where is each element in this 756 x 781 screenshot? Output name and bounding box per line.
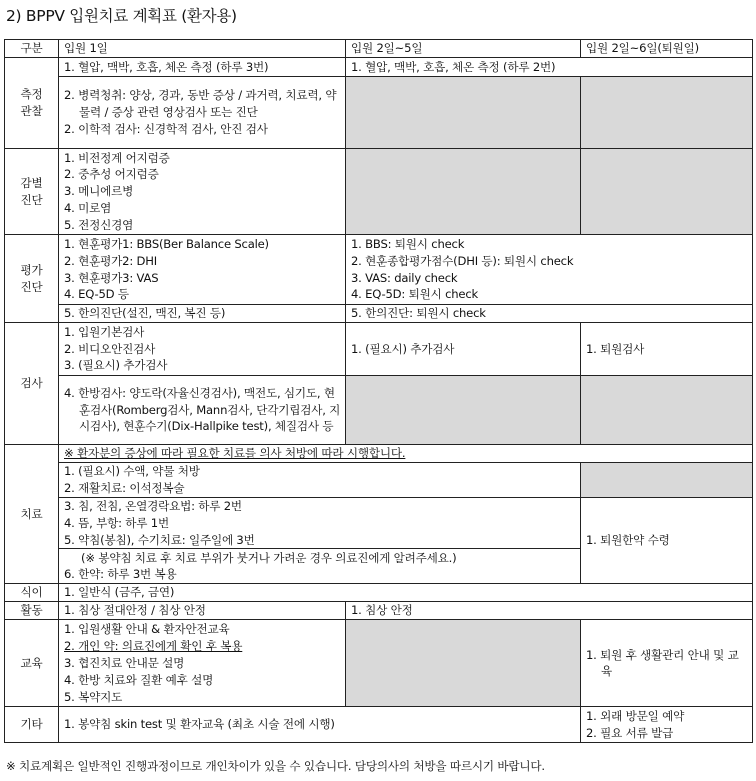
evaluation-day1-korean: 5. 한의진단(설진, 맥진, 복진 등): [59, 305, 346, 323]
shaded-cell: [581, 77, 753, 149]
treatment-fluids: [59, 463, 581, 498]
treatment-item: 6. 한약: 하루 3번 복용: [64, 567, 177, 582]
evaluation-item: 1. BBS: 퇴원시 check: [351, 236, 465, 251]
diagnosis-item: 5. 전정신경염: [64, 217, 134, 232]
treatment-day6: 1. 퇴원한약 수령: [581, 498, 753, 584]
treatment-row-1: [5, 463, 753, 498]
diagnosis-item: 4. 미로염: [64, 200, 112, 215]
shaded-cell: [581, 376, 753, 445]
etc-row: [5, 707, 753, 743]
education-item: 1. 입원생활 안내 & 환자안전교육: [64, 622, 230, 637]
etc-day1-5: 1. 봉약침 skin test 및 환자교육 (최초 시술 전에 시행): [59, 707, 581, 743]
care-plan-table: [4, 39, 753, 743]
measure-day2-6-vitals: 1. 혈압, 맥박, 호흡, 체온 측정 (하루 2번): [346, 58, 753, 77]
measure-row-1: [5, 58, 753, 77]
diet-text: 1. 일반식 (금주, 금연): [59, 584, 753, 602]
evaluation-item: 2. 현훈종합평가점수(DHI 등): 퇴원시 check: [351, 253, 574, 268]
etc-day6: [581, 707, 753, 743]
education-discharge-text: 1. 퇴원 후 생활관리 안내 및 교육: [586, 647, 739, 679]
shaded-cell: [346, 620, 581, 707]
treatment-item: 5. 약침(봉침), 수기치료: 일주일에 3번: [64, 532, 255, 547]
measure-exam-text: 2. 이학적 검사: 신경학적 검사, 안진 검사: [64, 121, 268, 136]
diagnosis-item: 2. 중추성 어지럼증: [64, 167, 159, 182]
shaded-cell: [346, 149, 581, 235]
test-item: 1. 입원기본검사: [64, 324, 145, 339]
activity-row: [5, 602, 753, 620]
treatment-item: 1. (필요시) 수액, 약물 처방: [64, 464, 200, 479]
activity-day2-6: 1. 침상 안정: [346, 602, 753, 620]
treatment-notice: [59, 445, 753, 463]
activity-day1: 1. 침상 절대안정 / 침상 안정: [59, 602, 346, 620]
treatment-item: 3. 침, 전침, 온열경락요법: 하루 2번: [64, 499, 242, 513]
education-label: 교육: [5, 620, 59, 707]
evaluation-day2-6-korean: 5. 한의진단: 퇴원시 check: [346, 305, 753, 323]
page-title: 2) BPPV 입원치료 계획표 (환자용): [6, 7, 237, 25]
treatment-notice-row: [5, 445, 753, 463]
test-korean-text: 4. 한방검사: 양도락(자율신경검사), 맥전도, 심기도, 현훈검사(Romberg검사, Mann검사, 단각기립검사, 지시검사), 현훈수기(Dix-Hallpike test), 체질검사 등: [64, 385, 341, 434]
etc-label: 기타: [5, 707, 59, 743]
diagnosis-day1: [59, 149, 346, 235]
activity-label: 활동: [5, 602, 59, 620]
evaluation-item: 3. 현훈평가3: VAS: [64, 270, 159, 285]
measure-row-2: [5, 77, 753, 149]
shaded-cell: [346, 77, 581, 149]
diet-label: 식이: [5, 584, 59, 602]
treatment-label: 치료: [5, 445, 59, 584]
treatment-acupuncture: [59, 498, 581, 549]
evaluation-row-2: [5, 305, 753, 323]
shaded-cell: [581, 149, 753, 235]
treatment-bee-venom-note: (※ 봉약침 치료 후 치료 부위가 붓거나 가려운 경우 의료진에게 알려주세요.): [81, 550, 457, 565]
tests-label: 검사: [5, 323, 59, 445]
measure-day1-history: [59, 77, 346, 149]
header-category: 구분: [5, 40, 59, 58]
evaluation-day2-6: [346, 235, 753, 305]
tests-day2-5: 1. (필요시) 추가검사: [346, 323, 581, 376]
diet-row: [5, 584, 753, 602]
evaluation-row-1: [5, 235, 753, 305]
education-row: [5, 620, 753, 707]
diagnosis-item: 3. 메니에르병: [64, 184, 134, 199]
tests-day6: 1. 퇴원검사: [581, 323, 753, 376]
diagnosis-row: [5, 149, 753, 235]
measure-day1-vitals: 1. 혈압, 맥박, 호흡, 체온 측정 (하루 3번): [59, 58, 346, 77]
treatment-item: 2. 재활치료: 이석정복술: [64, 481, 185, 495]
evaluation-item: 4. EQ-5D: 퇴원시 check: [351, 287, 479, 302]
education-item: 5. 복약지도: [64, 689, 123, 704]
tests-row-1: [5, 323, 753, 376]
shaded-cell: [581, 463, 753, 498]
test-item: 2. 비디오안진검사: [64, 341, 156, 356]
evaluation-label: 평가 진단: [5, 235, 59, 323]
education-day1: [59, 620, 346, 707]
evaluation-item: 2. 현훈평가2: DHI: [64, 253, 157, 268]
tests-row-2: [5, 376, 753, 445]
treatment-row-2: [5, 498, 753, 549]
treatment-item: 4. 뜸, 부항: 하루 1번: [64, 515, 169, 530]
treatment-note-cell: [59, 549, 581, 584]
diagnosis-label: 감별 진단: [5, 149, 59, 235]
tests-day1-korean: [59, 376, 346, 445]
evaluation-item: 4. EQ-5D 등: [64, 287, 129, 302]
header-day2-6: 입원 2일~6일(퇴원일): [581, 40, 753, 58]
education-item: 4. 한방 치료와 질환 예후 설명: [64, 672, 214, 687]
tests-day1-basic: [59, 323, 346, 376]
etc-item: 1. 외래 방문일 예약: [586, 709, 685, 724]
footnote: ※ 치료계획은 일반적인 진행과정이므로 개인차이가 있을 수 있습니다. 담당의사의 처방을 따르시기 바랍니다.: [6, 759, 545, 773]
header-day2-5: 입원 2일~5일: [346, 40, 581, 58]
treatment-notice-text: ※ 환자분의 증상에 따라 필요한 치료를 의사 처방에 따라 시행합니다.: [64, 446, 406, 461]
diagnosis-item: 1. 비전정계 어지럼증: [64, 150, 170, 165]
etc-item: 2. 필요 서류 발급: [586, 725, 674, 740]
test-item: 3. (필요시) 추가검사: [64, 358, 168, 373]
shaded-cell: [346, 376, 581, 445]
evaluation-item: 3. VAS: daily check: [351, 270, 458, 285]
evaluation-item: 1. 현훈평가1: BBS(Ber Balance Scale): [64, 236, 269, 251]
evaluation-day1: [59, 235, 346, 305]
header-day1: 입원 1일: [59, 40, 346, 58]
header-row: [5, 40, 753, 58]
education-item: 3. 협진치료 안내문 설명: [64, 655, 185, 670]
education-item: 2. 개인 약: 의료진에게 확인 후 복용: [64, 639, 243, 654]
education-day6: [581, 620, 753, 707]
measure-label: 측정 관찰: [5, 58, 59, 149]
measure-history-text: 2. 병력청취: 양상, 경과, 동반 증상 / 과거력, 치료력, 약물력 / 증상 관련 영상검사 또는 진단: [64, 88, 337, 120]
